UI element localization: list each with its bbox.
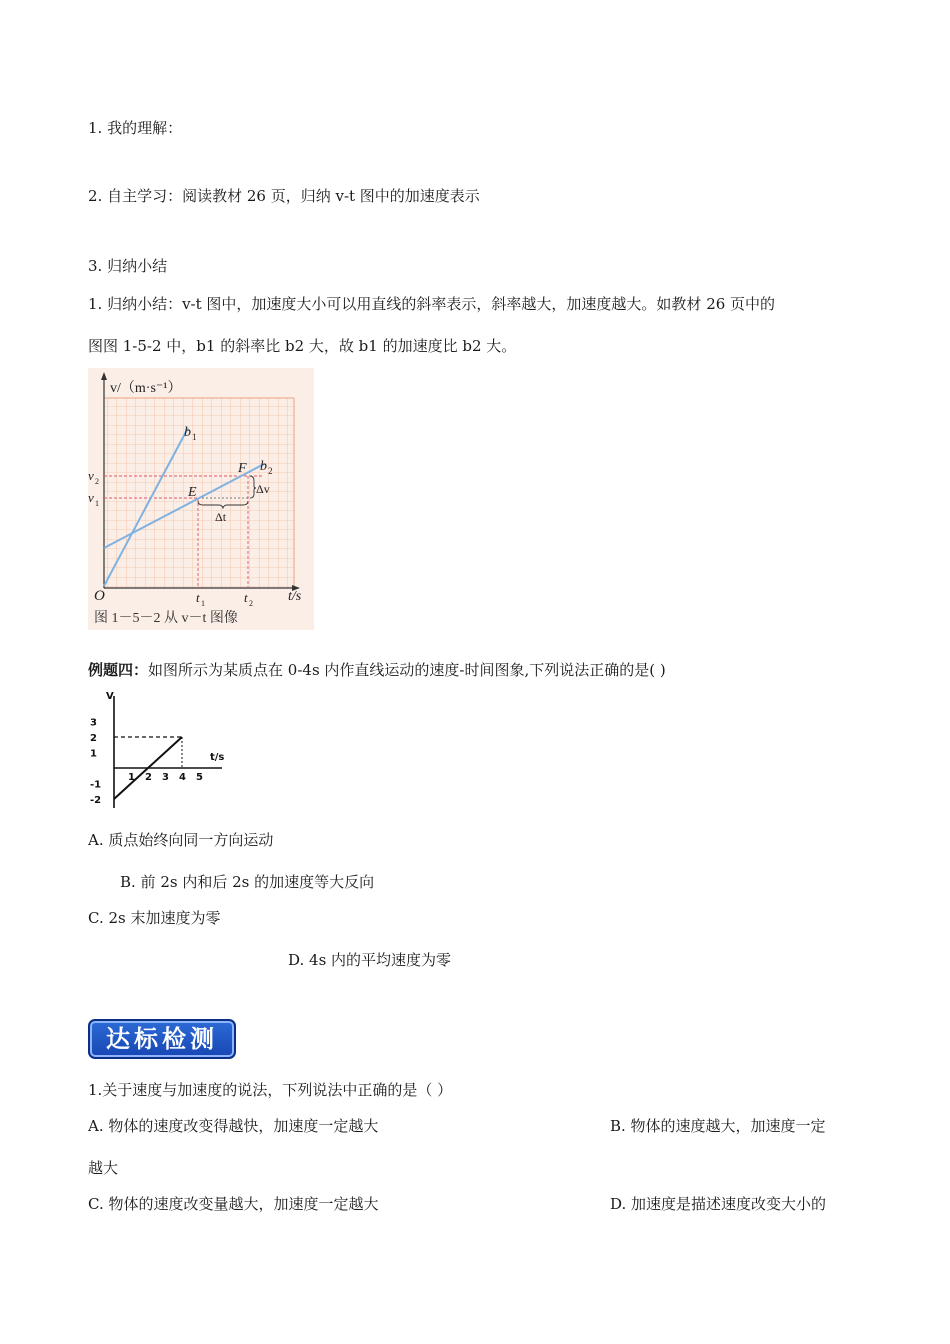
- option-c: C. 2s 末加速度为零: [88, 909, 221, 927]
- item-self-study: 2. 自主学习：阅读教材 26 页，归纳 v-t 图中的加速度表示: [88, 187, 480, 205]
- v2-label: v: [88, 468, 94, 483]
- example-vt-chart: [88, 688, 238, 812]
- item-summary-heading: 3. 归纳小结: [88, 257, 168, 275]
- t1-subscript: 1: [201, 599, 205, 608]
- chart-xlabel: t/s: [210, 752, 225, 763]
- chart-x-tick-label-2: 3: [162, 772, 169, 783]
- example-label: 例题四：: [88, 661, 149, 679]
- b1-label: b: [184, 425, 191, 440]
- b2-subscript: 2: [268, 466, 273, 476]
- chart-ylabel: V: [106, 691, 114, 702]
- summary-line-2: 图图 1-5-2 中，b1 的斜率比 b2 大，故 b1 的加速度比 b2 大。: [88, 337, 517, 355]
- chart-y-tick-label-4: -2: [90, 795, 102, 806]
- delta-v-label: Δv: [256, 482, 270, 496]
- option-a: A. 质点始终向同一方向运动: [88, 831, 274, 849]
- point-e-label: E: [188, 485, 197, 500]
- chart-x-tick-label-0: 1: [128, 772, 135, 783]
- chart-y-tick-label-3: -1: [90, 779, 102, 791]
- option-d: D. 4s 内的平均速度为零: [288, 951, 452, 969]
- v1-subscript: 1: [95, 499, 99, 508]
- chart-x-tick-label-3: 4: [179, 772, 186, 783]
- question-1-option-b: B. 物体的速度越大，加速度一定: [610, 1117, 826, 1135]
- textbook-vt-figure: [88, 368, 314, 630]
- fig1-ylabel: v/（m·s⁻¹）: [110, 381, 182, 396]
- chart-y-tick-label-0: 3: [90, 717, 97, 729]
- chart-y-tick-label-1: 2: [90, 733, 97, 744]
- summary-line-1: 1. 归纳小结：v-t 图中，加速度大小可以用直线的斜率表示，斜率越大，加速度越大。如教材 26 页中的: [88, 295, 776, 313]
- chart-x-tick-label-1: 2: [145, 772, 152, 783]
- b1-subscript: 1: [192, 432, 197, 442]
- point-f-label: F: [238, 461, 247, 476]
- section-badge: 达标检测: [88, 1019, 236, 1059]
- b2-label: b: [260, 459, 267, 474]
- origin-label: O: [94, 588, 105, 604]
- item-my-understanding: 1. 我的理解：: [88, 119, 183, 137]
- question-1-option-d: D. 加速度是描述速度改变大小的: [610, 1195, 827, 1213]
- question-1-option-c: C. 物体的速度改变量越大，加速度一定越大: [88, 1195, 379, 1213]
- v1-label: v: [88, 490, 94, 505]
- delta-t-label: Δt: [215, 510, 227, 524]
- question-1-option-b-continued: 越大: [88, 1159, 119, 1177]
- fig1-caption: 图 1－5－2 从 v－t 图像: [94, 611, 238, 626]
- question-1-option-a: A. 物体的速度改变得越快，加速度一定越大: [88, 1117, 379, 1135]
- v2-subscript: 2: [95, 477, 99, 486]
- t1-label: t: [196, 590, 200, 605]
- example-4: [88, 660, 666, 680]
- t2-label: t: [244, 590, 248, 605]
- t2-subscript: 2: [249, 599, 253, 608]
- option-b: B. 前 2s 内和后 2s 的加速度等大反向: [120, 873, 375, 891]
- example-text: 如图所示为某质点在 0-4s 内作直线运动的速度-时间图象,下列说法正确的是( ): [148, 661, 666, 679]
- chart-x-tick-label-4: 5: [196, 772, 203, 783]
- chart-y-tick-label-2: 1: [90, 748, 97, 760]
- question-1-stem: 1.关于速度与加速度的说法，下列说法中正确的是（ ）: [88, 1081, 453, 1099]
- fig1-xlabel: t/s: [288, 589, 302, 604]
